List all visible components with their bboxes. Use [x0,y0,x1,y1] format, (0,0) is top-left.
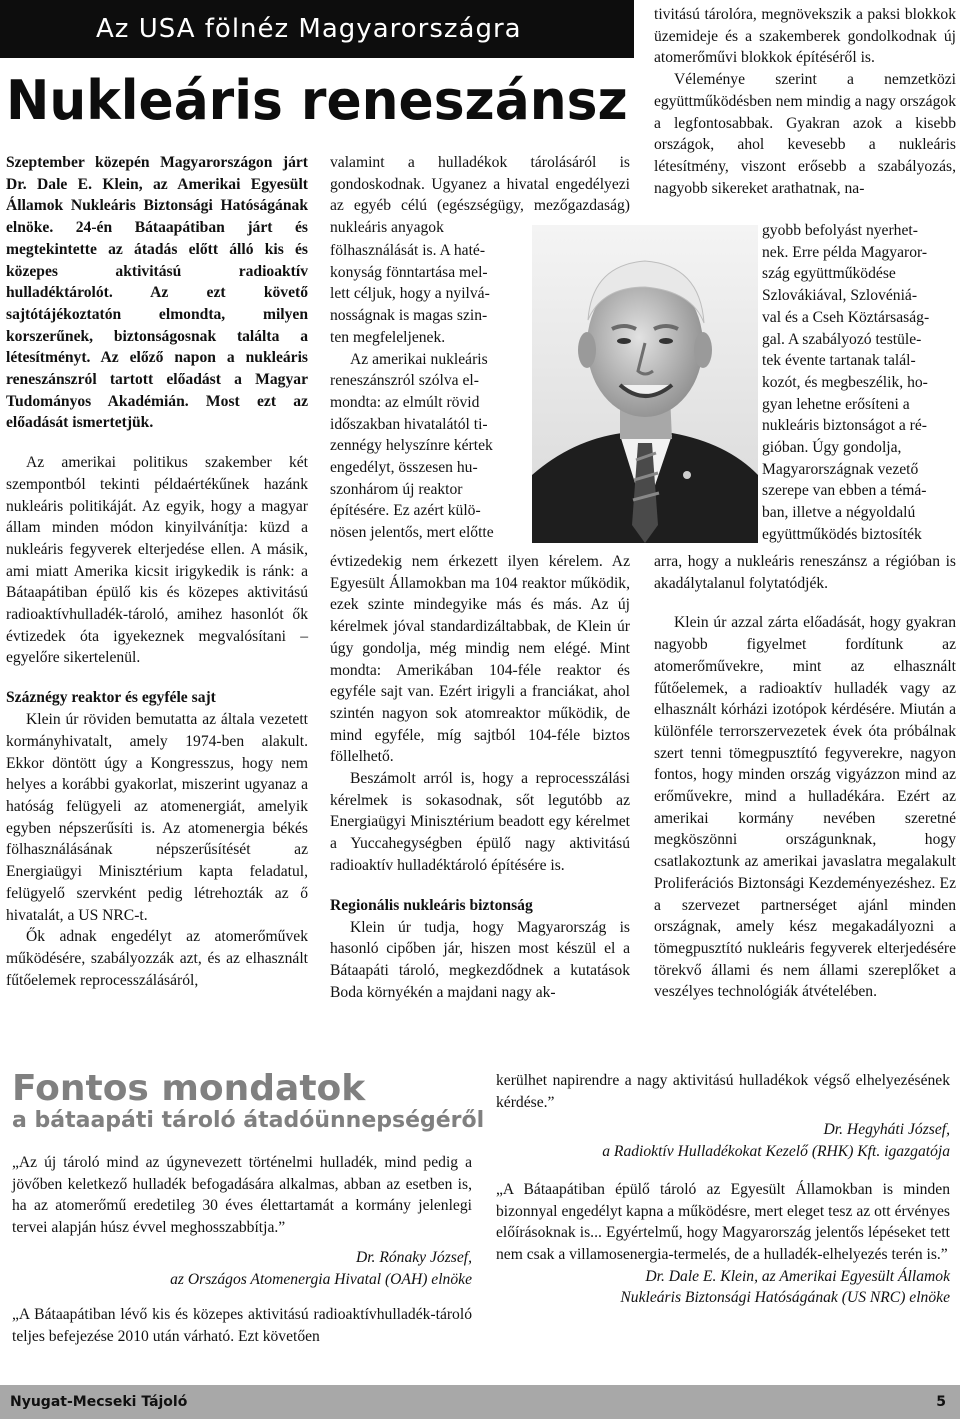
text-line: mondta: az elmúlt rövid [330,393,480,411]
text-line: Szlovákiával, Szlovéniá- [762,287,918,305]
text-line: szonhárom új reaktor [330,480,463,498]
kicker-text: Az USA fölnéz Magyarországra [96,14,522,44]
paragraph: Klein úr tudja, hogy Magyarország is hasonló cipőben jár, hiszen most készül el a Bátaapáti tároló, megkezdődnek a kutatások Boda környékén a majdani nagy ak- [330,918,630,1001]
column-2-lower [330,551,630,1003]
page-number: 5 [936,1394,946,1410]
quote-author-title: az Országos Atomenergia Hivatal (OAH) elnöke [170,1270,472,1288]
text-line: reneszánszról szólva el- [330,372,479,390]
paragraph: évtizedekig nem érkezett ilyen kérelem. Az Egyesült Államokban ma 104 reaktor működik, ezek szinte mindegyike más és más. Az új kérelmek jóval standardizáltabbak, de Klein úr úgy gondolja, még mindig nem elégé. Mint mondta: Amerikában 104-féle reaktor és egyféle sajt van. Ezért irigyli a franciákat, ahol szintén nagyon sok atomreaktor működik, de mind egyféle, míg sajtból 104-féle biztos föllelhető. [330,553,630,766]
text-line: tek évente tartanak talál- [762,352,916,370]
text-line: ban, illetve a négyoldalú [762,504,916,522]
text-line: nukleáris biztonságot a ré- [762,417,927,435]
text-line: val és a Cseh Köztársaság- [762,308,930,326]
paragraph: valamint a hulladékok tárolásáról is gondoskodnak. Ugyanez a hivatal engedélyezi az egyéb célú (egészségügy, mezőgazdaság) nukleáris anyagok [330,154,630,237]
text-line: nösen jelentős, mert előtte [330,524,494,542]
text-line: Az amerikai nukleáris [350,350,488,368]
text-line: szág együttműködése [762,265,896,283]
paragraph: tivitású tárolóra, megnövekszik a paksi blokkok üzemideje és a szakemberek gondolkodnak új atomerőművi blokkok építéséről is. [654,6,956,67]
quotes-subtitle: a bátaapáti tároló átadóünnepségéről [12,1108,485,1133]
text-line: együttműködés biztosíték [762,525,922,543]
lead-paragraph: Szeptember közepén Magyarországon járt Dr. Dale E. Klein, az Amerikai Egyesült Államok Nukleáris Biztonsági Hatóságának elnöke. 24-én Bátaapátiban járt és megtekintette az átadás előtt álló kis és közepes aktivitású radioaktív hulladéktárolót. Az ezt követő sajtótájékoztatón elmondta, milyen korszerűnek, biztonságosnak találta a létesítményt. Az előző napon a nukleáris reneszánszról tartott előadást a Magyar Tudományos Akadémián. Most ezt az előadását ismertetjük. [6,154,308,432]
text-line: fölhasználását is. A haté- [330,242,486,259]
text-line: gyobb befolyást nyerhet- [762,222,918,239]
paragraph: arra, hogy a nukleáris reneszánsz a régióban is akadálytalanul folytatódjék. [654,553,956,592]
kicker-bar [0,0,634,58]
quote-author: Dr. Rónaky József, [355,1248,472,1266]
paragraph: Véleménye szerint a nemzetközi együttműködésben nem mindig a nagy országok a legfontosabbak. Gyakran azok a kisebb országok, ahol kevesebb a nukleáris létesítmény, viszont erősebb a szabályozás, nagyobb sikereket arathatnak, na- [654,71,956,197]
quote-author-title: Nukleáris Biztonsági Hatóságának (US NRC) elnöke [620,1289,950,1307]
paragraph: Klein úr azzal zárta előadását, hogy gyakran nagyobb figyelmet fordítunk az atomerőművekre, mint az elhasznált fűtőelemek, a radioaktív hulladék vagy az elhasznált kórházi izotópok kérdésére. Miután a különféle terrorszervezetek évek óta próbálnak szert tenni tömegpusztító fegyverekre, nagyon fontos, hogy minden ország vigyázzon mind az erőművekre, mind a hulladékára. Ezért az amerikai kormány nevében szeretné megköszönni országunknak, hogy csatlakoztunk az amerikai javaslatra megalakult Proliferációs Biztonsági Kezdeményezéshez. Ez a szervezet partnerséget ajánl minden országnak, amely kész megakadályozni a tömegpusztító nukleáris fegyverek elterjedésére törekvő állami és nem állami szereplőket a veszélyes technológiák átvételében. [654,614,956,1001]
text-line: zennégy helyszínre kértek [330,437,493,455]
article-title: Nukleáris reneszánsz [6,69,628,132]
portrait-illustration [532,225,758,543]
column-1 [6,152,308,991]
text-line: nosságnak is magas szin- [330,307,488,325]
quote-author-title: a Radioktív Hulladékokat Kezelő (RHK) Kft. igazgatója [602,1143,950,1161]
subheading: Száznégy reaktor és egyféle sajt [6,689,216,707]
text-line: lett céljuk, hogy a nyilvá- [330,285,490,303]
column-3 [654,4,956,199]
text-line: nek. Erre példa Magyaror- [762,243,928,261]
paragraph: Beszámolt arról is, hogy a reprocesszálási kérelmek is sokasodnak, sőt legutóbb az Energiaügyi Minisztérium beadott egy kérelmet a Yuccahegységben épülő nagy aktivitású radioaktív hulladéktároló építésére is. [330,770,630,874]
paragraph: Klein úr röviden bemutatta az általa vezetett kormányhivatalt, amely 1974-ben alakult. Ekkor döntött úgy a Kongresszus, hogy nem helyes a korábbi gyakorlat, miszerint ugyanaz a hatóság felügyeli az atomenergiát, amelyik egyben népszerűsíti is. Az atomenergia békés fölhasználásának népszerűsítését az Energiaügyi Minisztérium kapta feladatul, felügyelő szervként pedig létrehozták az ő hivatalát, a US NRC-t. [6,711,308,924]
quotes-box-title [12,1068,485,1134]
quote-text: kerülhet napirendre a nagy aktivitású hulladékok végső elhelyezésének kérdése.” [496,1072,950,1111]
portrait-photo [532,225,758,543]
text-line: engedélyt, összesen hu- [330,459,478,477]
column-3-wrap [762,220,956,546]
text-line: ten megfeleljenek. [330,328,446,346]
column-3-lower [654,551,956,1003]
quote-text: „A Bátaapátiban lévő kis és közepes aktivitású radioaktívhulladék-tároló teljes befejezése 2010 után várható. Ezt követően [12,1306,472,1345]
quote-block-2 [496,1070,950,1309]
text-line: gal. A szabályozó testüle- [762,330,922,348]
text-line: gióban. Úgy gondolja, [762,439,902,457]
text-line: építésére. Ez azért külö- [330,502,481,520]
quote-author: Dr. Dale E. Klein, az Amerikai Egyesült Államok [645,1267,950,1285]
text-line: időszakban hivatalától ti- [330,415,488,433]
text-line: Magyarországnak vezető [762,460,919,478]
subheading: Regionális nukleáris biztonság [330,896,533,914]
quote-text: „A Bátaapátiban épülő tároló az Egyesült Államokban is minden bizonnyal engedélyt kapna a működésre, mert eleget tesz az ott érvényes előírásoknak is... Egyértelmű, hogy Magyarország jelentős lépéseket tett nem csak a villamosenergia-termelés, de a hulladék-elhelyezés terén is.” [496,1180,950,1263]
text-line: szerepe van ebben a témá- [762,482,927,500]
publication-name: Nyugat-Mecseki Tájoló [10,1394,188,1410]
text-line: kozót, és megbeszélik, ho- [762,373,928,391]
text-line: gyan lehetne erősíteni a [762,395,910,413]
quote-text: „Az új tároló mind az úgynevezett történelmi hulladék, mind pedig a jövőben keletkező hulladék befogadására alkalmas, abban az esetben is, ha az atomerőmű eredetileg 30 éves élettartamát a kormány jelenlegi tervei alapján húsz évvel meghosszabbítja.” [12,1154,472,1237]
quotes-title: Fontos mondatok [12,1068,366,1109]
column-2-wrap [330,240,530,544]
page-footer [0,1385,960,1419]
quote-author: Dr. Hegyháti József, [823,1121,950,1139]
paragraph: Az amerikai politikus szakember két szempontból tekinti példaértékűnek hazánk nukleáris politikáját. Az egyik, hogy a magyar állam minden módon kinyilvánítja: küzd a nukleáris fegyverek elterjedése ellen. A másik, ami miatt Amerika kicsit irigykedik is ránk: a Bátaapátiban épülő kis és közepes aktivitású radioaktívhulladék-tároló, amihez hasonlót ők évtizedek óta igyekeznek megvalósítani – egyelőre sikertelenül. [6,454,308,667]
paragraph: Ők adnak engedélyt az atomerőművek működésére, szabályozzák azt, és az elhasznált fűtőelemek reprocesszálásáról, [6,928,308,989]
text-line: konyság fönntartása mel- [330,263,488,281]
quote-block-1 [12,1152,472,1348]
